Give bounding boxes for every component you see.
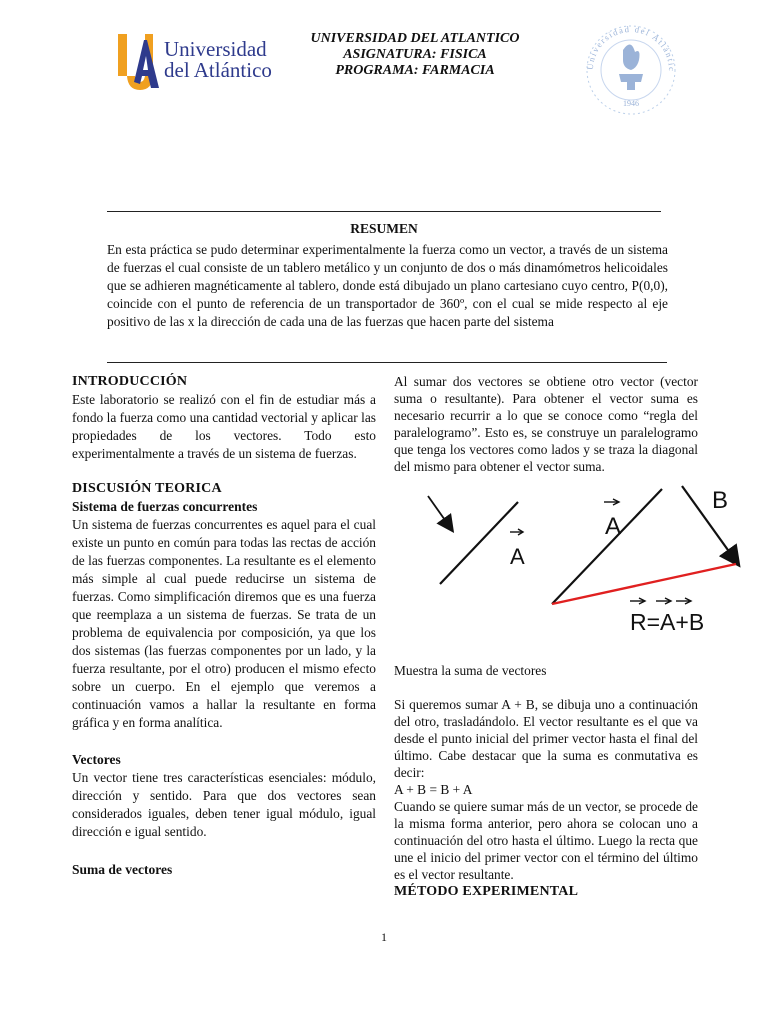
logo-line-2: del Atlántico: [164, 58, 272, 82]
introduction-text: Este laboratorio se realizó con el fin de estudiar más a fondo la fuerza como una cantidad vectorial y aplicar las propiedades de los vectores. Todo esto experimentalmente a través de un sistema de fuerzas.: [72, 392, 376, 461]
logo-line-1: Universidad: [164, 37, 267, 61]
header-program: PROGRAMA: FARMACIA: [335, 63, 495, 78]
header-university: UNIVERSIDAD DEL ATLANTICO: [310, 31, 520, 46]
abstract-text: En esta práctica se pudo determinar experimentalmente la fuerza como un vector, a través de un sistema de fuerzas el cual consiste de un tablero metálico y un conjunto de dos o más dinamómetros helicoidales que se adhieren magnéticamente al tablero, donde está dibujado un plano cartesiano cuyo centro, P(0,0), coincide con el punto de referencia de un transportador de 360º, con el cual se mide respecto al eje positivo de las x la dirección de cada una de las fuerzas que hacen parte del sistema: [107, 242, 668, 329]
abstract-heading: RESUMEN: [350, 221, 418, 236]
introduction-heading: INTRODUCCIÓN: [72, 374, 188, 389]
seal-year: 1946: [623, 99, 639, 108]
label-resultant: R=A+B: [630, 609, 705, 634]
discussion-heading: DISCUSIÓN TEORICA: [72, 481, 222, 496]
concurrent-forces-heading: Sistema de fuerzas concurrentes: [72, 499, 258, 514]
left-column: [72, 373, 376, 879]
university-logo: [116, 32, 272, 94]
vector-a-standalone: [440, 502, 518, 584]
label-vector-a: A: [605, 513, 622, 540]
header-title-block: [250, 31, 580, 79]
vector-sum-text-2: Si queremos sumar A + B, se dibuja uno a continuación del otro, trasladándolo. El vector resultante es el que va desde el punto inicial del primer vector hasta el final del último. Cabe destacar que la suma es conmutativa es decir:: [394, 697, 698, 780]
page-number: 1: [381, 930, 387, 944]
top-rule: [107, 211, 661, 212]
vector-a: [552, 489, 662, 604]
vectors-heading: Vectores: [72, 752, 121, 767]
concurrent-forces-text: Un sistema de fuerzas concurrentes es aquel para el cual existe un punto en común para todas las rectas de acción de las fuerzas componentes. La resultante es el elemento más simple al cual puede reducirse un sistema de fuerzas. Como simplificación diremos que es una fuerza que reemplaza a un sistema de fuerzas. Se trata de un problema de equivalencia por composición, ya que los dos sistemas (las fuerzas componentes por un lado, y la fuerza resultante, por el otro) producen el mismo efecto sobre un cuerpo. En el ejemplo que veremos a continuación vamos a hallar la resultante en forma gráfica y en forma analítica.: [72, 517, 376, 730]
vector-resultant: [552, 564, 736, 604]
vectors-text: Un vector tiene tres características esenciales: módulo, dirección y sentido. Para que dos vectores sean considerados iguales, deben tener igual módulo, igual dirección e igual sentido.: [72, 770, 376, 839]
bottom-rule: [107, 362, 667, 363]
right-column-lower: [394, 696, 698, 901]
vector-sum-text: Al sumar dos vectores se obtiene otro vector (vector suma o resultante). Para obtener el vector suma es necesario recurrir a lo que se conoce como “regla del paralelogramo”. Esto es, se construye un paralelogramo que tenga los vectores como lados y se traza la diagonal del mismo para obtener el vector suma.: [394, 374, 698, 474]
university-seal: [583, 24, 679, 116]
vector-b: [682, 486, 738, 564]
label-vector-b: B: [712, 487, 729, 514]
seal-text: Universidad del Atlántic: [584, 24, 678, 73]
label-vector-a-small: A: [510, 544, 525, 569]
logo-mark-icon: [116, 32, 162, 94]
experimental-method-heading: MÉTODO EXPERIMENTAL: [394, 884, 579, 899]
vector-diagram: [394, 484, 746, 634]
vector-sum-text-3: Cuando se quiere sumar más de un vector, se procede de la misma forma anterior, pero ahora se colocan uno a continuación del otro hasta el último. Luego la recta que une el inicio del primer vector con el término del último es el vector resultante.: [394, 799, 698, 882]
seal-icon: [583, 24, 679, 116]
header-subject: ASIGNATURA: FISICA: [343, 47, 487, 62]
vector-sum-heading: Suma de vectores: [72, 862, 173, 877]
figure-caption: Muestra la suma de vectores: [394, 663, 547, 678]
commutative-equation: A + B = B + A: [394, 782, 473, 797]
pointer-arrow: [428, 496, 452, 530]
vector-sum-figure: [394, 484, 746, 634]
